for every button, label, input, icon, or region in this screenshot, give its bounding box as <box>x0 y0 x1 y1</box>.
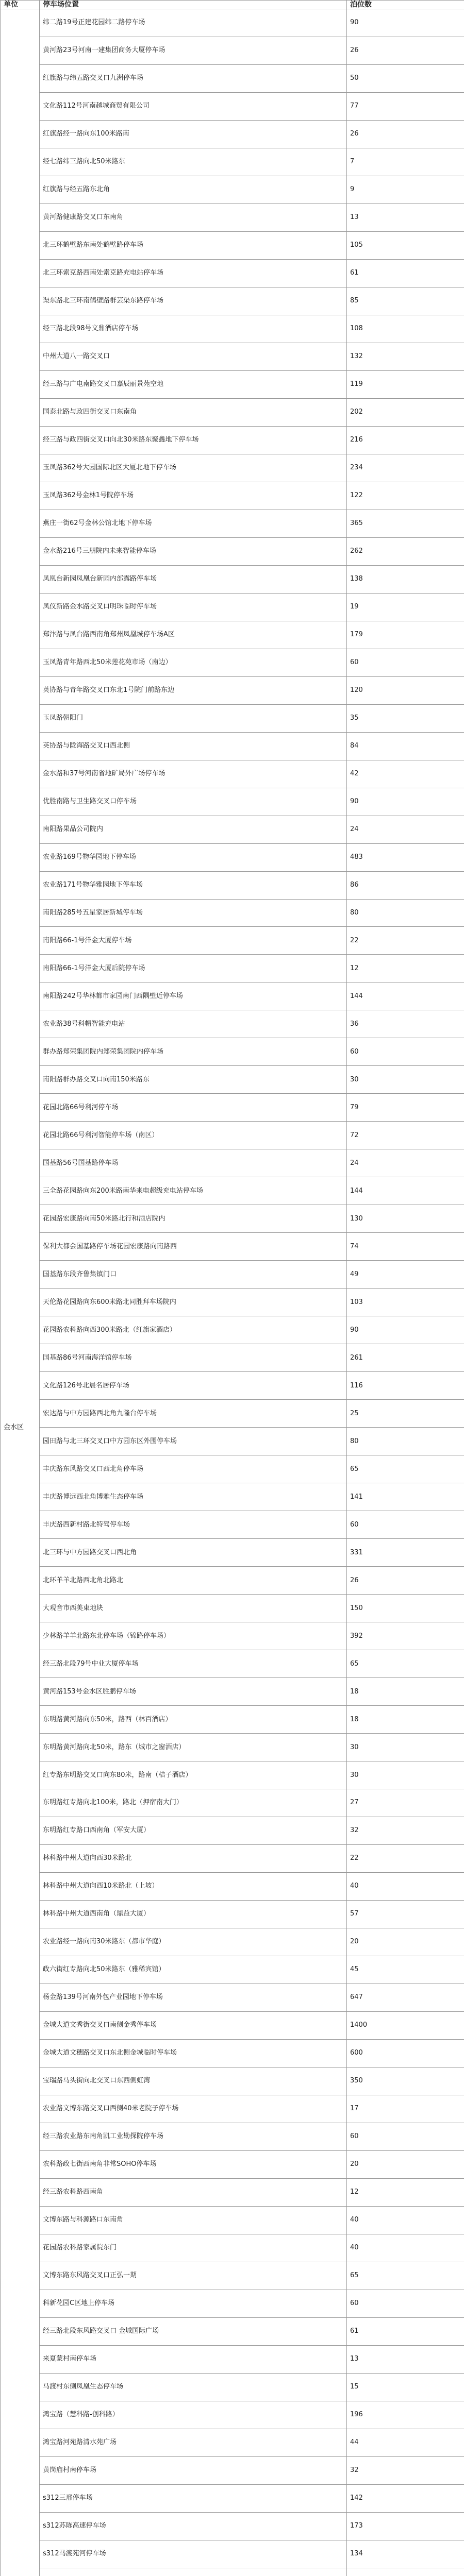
location-cell: 国基路86号河南海洋馆停车场 <box>40 1344 347 1372</box>
table-row <box>1 676 464 704</box>
table-row <box>1 1372 464 1400</box>
location-cell: 农业路经一路向南30米路东（都市华庭） <box>40 1928 347 1956</box>
location-cell: 来夏蒙村南停车场 <box>40 2345 347 2373</box>
table-row <box>1 2429 464 2456</box>
table-row <box>1 760 464 788</box>
location-cell: 大观音市西美東地块 <box>40 1595 347 1622</box>
table-row <box>1 1122 464 1149</box>
spaces-cell: 13 <box>347 204 464 231</box>
header-unit: 单位 <box>1 1 40 9</box>
location-cell: 黄岗庙村南停车场 <box>40 2456 347 2484</box>
spaces-cell: 50 <box>347 64 464 92</box>
spaces-cell <box>347 2568 464 2576</box>
location-cell: 天伦路花园路向东600米路北同胜拜车场院内 <box>40 1289 347 1316</box>
spaces-cell: 79 <box>347 1094 464 1122</box>
spaces-cell: 60 <box>347 2123 464 2150</box>
spaces-cell: 25 <box>347 1400 464 1428</box>
location-cell: 宝瑞路马头街向北交叉口东西侧虹湾 <box>40 2067 347 2095</box>
spaces-cell: 105 <box>347 231 464 259</box>
table-row <box>1 1149 464 1177</box>
spaces-cell: 40 <box>347 2234 464 2262</box>
location-cell: 园田路与北三环交叉口中方园东区外围停车场 <box>40 1428 347 1455</box>
table-row <box>1 1650 464 1678</box>
table-row <box>1 2512 464 2540</box>
unit-cell: 金水区 <box>1 9 40 2576</box>
table-row <box>1 231 464 259</box>
location-cell: 东明路红专路口西南角（军安大厦） <box>40 1817 347 1844</box>
location-cell: 优胜南路与卫生路交叉口停车场 <box>40 788 347 816</box>
table-row <box>1 1038 464 1066</box>
spaces-cell: 20 <box>347 1928 464 1956</box>
location-cell: s312三邢停车场 <box>40 2484 347 2512</box>
spaces-cell: 19 <box>347 593 464 621</box>
spaces-cell: 74 <box>347 1233 464 1261</box>
table-row <box>1 2067 464 2095</box>
table-row <box>1 92 464 120</box>
location-cell: 北环羊羊北路西北角北路北 <box>40 1567 347 1595</box>
table-row <box>1 1094 464 1122</box>
table-row <box>1 2234 464 2262</box>
table-row <box>1 537 464 565</box>
table-row <box>1 1956 464 1984</box>
spaces-cell: 80 <box>347 1428 464 1455</box>
table-row <box>1 816 464 843</box>
spaces-cell: 86 <box>347 871 464 899</box>
spaces-cell: 90 <box>347 1316 464 1344</box>
table-row <box>1 1789 464 1817</box>
table-row <box>1 2095 464 2123</box>
location-cell: 东明路红专路向北100米，路北（押宿南大门） <box>40 1789 347 1817</box>
table-row <box>1 1817 464 1844</box>
spaces-cell: 216 <box>347 426 464 454</box>
spaces-cell: 60 <box>347 649 464 676</box>
table-row <box>1 649 464 676</box>
table-row <box>1 1066 464 1094</box>
table-row <box>1 510 464 537</box>
table-row <box>1 2401 464 2429</box>
table-row <box>1 1622 464 1650</box>
table-row <box>1 2262 464 2290</box>
spaces-cell: 134 <box>347 2540 464 2568</box>
location-cell: 英协路与陇海路交叉口西北侧 <box>40 732 347 760</box>
location-cell: 花园路宏康路向南50米路北行和酒店院内 <box>40 1205 347 1233</box>
table-row <box>1 1205 464 1233</box>
table-row <box>1 1344 464 1372</box>
table-row <box>1 982 464 1010</box>
location-cell: 科新花园C区地上停车场 <box>40 2290 347 2317</box>
table-row <box>1 927 464 955</box>
location-cell: 东明路黄河路向北50米，路东（城市之窗酒店） <box>40 1734 347 1761</box>
location-cell: 南阳路群办路交叉口向南150米路东 <box>40 1066 347 1094</box>
location-cell: 农业路169号物华园地下停车场 <box>40 843 347 871</box>
spaces-cell: 65 <box>347 1650 464 1678</box>
spaces-cell: 12 <box>347 2178 464 2206</box>
location-cell: 文博东路与科源路口东南角 <box>40 2206 347 2234</box>
location-cell: 凤凰台新园凤凰台新园内部露路停车场 <box>40 565 347 593</box>
table-row <box>1 1567 464 1595</box>
spaces-cell: 108 <box>347 315 464 343</box>
spaces-cell: 80 <box>347 899 464 927</box>
location-cell: 国泰北路与政四街交叉口东南角 <box>40 398 347 426</box>
spaces-cell: 90 <box>347 788 464 816</box>
table-row <box>1 2011 464 2039</box>
spaces-cell: 30 <box>347 1761 464 1789</box>
location-cell: 英协路与青年路交叉口东北1号院门前路东边 <box>40 676 347 704</box>
table-row <box>1 2456 464 2484</box>
table-row <box>1 1177 464 1205</box>
spaces-cell: 144 <box>347 1177 464 1205</box>
spaces-cell: 262 <box>347 537 464 565</box>
table-row <box>1 1455 464 1483</box>
location-cell: 红旗路与纬五路交叉口九洲停车场 <box>40 64 347 92</box>
spaces-cell: 116 <box>347 1372 464 1400</box>
location-cell: 丰庆路西新村路北特驾停车场 <box>40 1511 347 1539</box>
spaces-cell: 483 <box>347 843 464 871</box>
location-cell: 鸿宝路河苑路清水苑广场 <box>40 2429 347 2456</box>
location-cell: 郑汴路与凤台路西南角郑州凤凰城停车场A区 <box>40 621 347 649</box>
spaces-cell: 196 <box>347 2401 464 2429</box>
table-row <box>1 1761 464 1789</box>
spaces-cell: 60 <box>347 2290 464 2317</box>
spaces-cell: 138 <box>347 565 464 593</box>
header-spaces: 泊位数 <box>347 1 464 9</box>
spaces-cell: 61 <box>347 259 464 287</box>
location-cell: 花园路农科路家属院东门 <box>40 2234 347 2262</box>
table-row <box>1 1984 464 2011</box>
table-row <box>1 1400 464 1428</box>
spaces-cell: 40 <box>347 2206 464 2234</box>
table-row <box>1 37 464 64</box>
location-cell: 北三环与中方园路交叉口西北角 <box>40 1539 347 1567</box>
spaces-cell: 142 <box>347 2484 464 2512</box>
spaces-cell: 27 <box>347 1789 464 1817</box>
location-cell: 经三路与政四街交叉口向北30米路东聚鑫地下停车场 <box>40 426 347 454</box>
location-cell: 群办路郑荣集团院内郑荣集团院内停车场 <box>40 1038 347 1066</box>
spaces-cell: 85 <box>347 287 464 315</box>
location-cell: 玉凤路362号金林1号院停车场 <box>40 482 347 510</box>
location-cell: 北三环索克路西南处索克路充电站停车场 <box>40 259 347 287</box>
table-row <box>1 1900 464 1928</box>
table-row <box>1 565 464 593</box>
spaces-cell: 132 <box>347 343 464 370</box>
table-body <box>1 9 464 2576</box>
spaces-cell: 42 <box>347 760 464 788</box>
spaces-cell: 18 <box>347 1678 464 1706</box>
spaces-cell: 647 <box>347 1984 464 2011</box>
location-cell: 农业路文博东路交叉口西侧40米老院子停车场 <box>40 2095 347 2123</box>
location-cell: 保利大都会国基路停车场花园宏康路向南路西 <box>40 1233 347 1261</box>
table-row <box>1 9 464 37</box>
spaces-cell: 9 <box>347 176 464 204</box>
spaces-cell: 60 <box>347 1511 464 1539</box>
spaces-cell: 84 <box>347 732 464 760</box>
spaces-cell: 365 <box>347 510 464 537</box>
location-cell: 花园北路66号利河智能停车场（南区） <box>40 1122 347 1149</box>
table-row <box>1 593 464 621</box>
location-cell: 文博东路东风路交叉口正弘一期 <box>40 2262 347 2290</box>
location-cell: 杨金路139号河南外包产业园地下停车场 <box>40 1984 347 2011</box>
spaces-cell: 15 <box>347 2373 464 2401</box>
location-cell: 金城大道文穗路交叉口东北侧金城临时停车场 <box>40 2039 347 2067</box>
location-cell: 中州大道八一路交叉口 <box>40 343 347 370</box>
table-row <box>1 2345 464 2373</box>
table-row <box>1 426 464 454</box>
location-cell: 林科路中州大道向西30米路北 <box>40 1844 347 1872</box>
spaces-cell: 26 <box>347 1567 464 1595</box>
table-row <box>1 1316 464 1344</box>
table-row <box>1 2123 464 2150</box>
spaces-cell: 600 <box>347 2039 464 2067</box>
location-cell: 国基路东段齐鲁集镇门口 <box>40 1261 347 1289</box>
table-row <box>1 732 464 760</box>
spaces-cell: 40 <box>347 1872 464 1900</box>
spaces-cell: 144 <box>347 982 464 1010</box>
spaces-cell: 141 <box>347 1483 464 1511</box>
location-cell: 三全路花园路向东200米路南华来电超级充电站停车场 <box>40 1177 347 1205</box>
location-cell: 花园路农科路向西300米路北（红旗家酒店） <box>40 1316 347 1344</box>
spaces-cell: 60 <box>347 1038 464 1066</box>
spaces-cell: 179 <box>347 621 464 649</box>
spaces-cell: 65 <box>347 1455 464 1483</box>
table-row <box>1 1595 464 1622</box>
table-row <box>1 148 464 176</box>
location-cell: 农科路政七街西南角非常SOHO停车场 <box>40 2150 347 2178</box>
table-row <box>1 2039 464 2067</box>
location-cell: 红旗路经一路向东100米路南 <box>40 120 347 148</box>
spaces-cell: 392 <box>347 1622 464 1650</box>
table-row <box>1 955 464 982</box>
spaces-cell: 36 <box>347 1010 464 1038</box>
location-cell: 政六街红专路向北50米路东（雅稀宾馆） <box>40 1956 347 1984</box>
spaces-cell: 57 <box>347 1900 464 1928</box>
location-cell: 宏达路与中方园路西北角九隆台停车场 <box>40 1400 347 1428</box>
location-cell: 南阳路66-1号洋金大厦后院停车场 <box>40 955 347 982</box>
spaces-cell: 26 <box>347 120 464 148</box>
location-cell: 东明路黄河路向东50米，路西（林百酒店） <box>40 1706 347 1734</box>
table-row <box>1 482 464 510</box>
table-row <box>1 2484 464 2512</box>
spaces-cell: 234 <box>347 454 464 482</box>
table-row <box>1 1483 464 1511</box>
location-cell: 经三路北段79号中业大厦停车场 <box>40 1650 347 1678</box>
spaces-cell: 32 <box>347 1817 464 1844</box>
location-cell: 黄河路153号金水区胜鹏停车场 <box>40 1678 347 1706</box>
location-cell: 玉凤路青年路西北50米莲花苑市场（南边） <box>40 649 347 676</box>
table-row <box>1 370 464 398</box>
spaces-cell: 7 <box>347 148 464 176</box>
table-row <box>1 1261 464 1289</box>
spaces-cell: 65 <box>347 2262 464 2290</box>
location-cell: 黄河路23号河南一建集团商务大厦停车场 <box>40 37 347 64</box>
location-cell: 红专路东明路交叉口向东80米，路南（桔子酒店） <box>40 1761 347 1789</box>
location-cell: 玉凤路朝阳门 <box>40 704 347 732</box>
location-cell: 经三路农科路西南角 <box>40 2178 347 2206</box>
location-cell: 经三路与广电南路交叉口嘉辰丽景苑空地 <box>40 370 347 398</box>
table-row <box>1 315 464 343</box>
spaces-cell: 18 <box>347 1706 464 1734</box>
spaces-cell: 12 <box>347 955 464 982</box>
location-cell: 花园北路66号利河停车场 <box>40 1094 347 1122</box>
spaces-cell: 90 <box>347 9 464 37</box>
table-row <box>1 2540 464 2568</box>
spaces-cell: 120 <box>347 676 464 704</box>
location-cell: 红旗路与经五路东北角 <box>40 176 347 204</box>
location-cell: 鸿宝路（慧科路-创科路） <box>40 2401 347 2429</box>
header-location: 停车场位置 <box>40 1 347 9</box>
location-cell: 丰庆路博远西北角博雅生态停车场 <box>40 1483 347 1511</box>
table-row <box>1 1678 464 1706</box>
table-row <box>1 843 464 871</box>
table-row <box>1 899 464 927</box>
spaces-cell: 22 <box>347 1844 464 1872</box>
location-cell: 金水路和37号河南省地矿局外广场停车场 <box>40 760 347 788</box>
location-cell: 林科路中州大道西南角（鼎益大厦） <box>40 1900 347 1928</box>
location-cell: 少林路羊羊北路东北停车场（锦路停车场） <box>40 1622 347 1650</box>
table-row <box>1 1706 464 1734</box>
spaces-cell: 103 <box>347 1289 464 1316</box>
spaces-cell: 173 <box>347 2512 464 2540</box>
location-cell: 南阳路66-1号洋金大厦停车场 <box>40 927 347 955</box>
location-cell: 燕庄一街62号金林公馆北地下停车场 <box>40 510 347 537</box>
spaces-cell: 35 <box>347 704 464 732</box>
table-row <box>1 287 464 315</box>
location-cell: 经三路北段东风路交叉口 金城国际广场 <box>40 2317 347 2345</box>
table-row <box>1 621 464 649</box>
location-cell: 凤仪新路金水路交叉口明珠临时停车场 <box>40 593 347 621</box>
table-row <box>1 176 464 204</box>
location-cell: 国基路56号国基路停车场 <box>40 1149 347 1177</box>
spaces-cell: 77 <box>347 92 464 120</box>
spaces-cell: 122 <box>347 482 464 510</box>
location-cell: s312马渡苑河停车场 <box>40 2540 347 2568</box>
spaces-cell: 45 <box>347 1956 464 1984</box>
table-row <box>1 1233 464 1261</box>
location-cell: 北三环鹤壁路东南处鹤壁路停车场 <box>40 231 347 259</box>
table-header-row <box>1 1 464 9</box>
spaces-cell: 20 <box>347 2150 464 2178</box>
table-row <box>1 2206 464 2234</box>
location-cell: 马渡村东侧凤凰生态停车场 <box>40 2373 347 2401</box>
table-row <box>1 788 464 816</box>
table-row <box>1 1010 464 1038</box>
table-row <box>1 454 464 482</box>
spaces-cell: 26 <box>347 37 464 64</box>
spaces-cell: 72 <box>347 1122 464 1149</box>
table-row <box>1 1872 464 1900</box>
spaces-cell: 150 <box>347 1595 464 1622</box>
spaces-cell: 30 <box>347 1066 464 1094</box>
table-row <box>1 64 464 92</box>
table-row <box>1 1539 464 1567</box>
location-cell: 林科路中州大道向西10米路北（上坡） <box>40 1872 347 1900</box>
table-row <box>1 1844 464 1872</box>
table-row <box>1 1428 464 1455</box>
spaces-cell: 49 <box>347 1261 464 1289</box>
table-row <box>1 1734 464 1761</box>
spaces-cell: 30 <box>347 1734 464 1761</box>
spaces-cell: 119 <box>347 370 464 398</box>
spaces-cell: 1400 <box>347 2011 464 2039</box>
location-cell: 经三路农业路东南角凯工业勘探院停车场 <box>40 2123 347 2150</box>
location-cell: 渠东路北三环南鹤壁路群芸渠东路停车场 <box>40 287 347 315</box>
spaces-cell: 22 <box>347 927 464 955</box>
table-row <box>1 2373 464 2401</box>
location-cell: 农业路171号物华雅园地下停车场 <box>40 871 347 899</box>
location-cell: s312苏陈高速停车场 <box>40 2512 347 2540</box>
table-row <box>1 2150 464 2178</box>
location-cell: 南阳路果品公司院内 <box>40 816 347 843</box>
location-cell: 农业路38号科帽智能充电站 <box>40 1010 347 1038</box>
table-row <box>1 1928 464 1956</box>
location-cell: 南阳路242号华林都市家园南门西隅壁近停车场 <box>40 982 347 1010</box>
location-cell: 黄河路健康路交叉口东南角 <box>40 204 347 231</box>
spaces-cell: 24 <box>347 816 464 843</box>
spaces-cell: 350 <box>347 2067 464 2095</box>
spaces-cell: 261 <box>347 1344 464 1372</box>
table-row <box>1 343 464 370</box>
table-row <box>1 398 464 426</box>
table-row <box>1 2568 464 2576</box>
location-cell: 丰庆路东风路交叉口西北角停车场 <box>40 1455 347 1483</box>
location-cell: 文化路126号北晨名居停车场 <box>40 1372 347 1400</box>
location-cell: 经三路北段98号文鼎酒店停车场 <box>40 315 347 343</box>
spaces-cell: 13 <box>347 2345 464 2373</box>
location-cell: 经七路纬三路向北50米路东 <box>40 148 347 176</box>
table-row <box>1 2290 464 2317</box>
location-cell: 文化路112号河南越城商贸有限公司 <box>40 92 347 120</box>
table-row <box>1 259 464 287</box>
table-row <box>1 704 464 732</box>
table-row <box>1 120 464 148</box>
spaces-cell: 61 <box>347 2317 464 2345</box>
table-row <box>1 2317 464 2345</box>
location-cell: 纬二路19号正建花园纬二路停车场 <box>40 9 347 37</box>
spaces-cell: 130 <box>347 1205 464 1233</box>
spaces-cell: 17 <box>347 2095 464 2123</box>
location-cell <box>40 2568 347 2576</box>
table-row <box>1 1289 464 1316</box>
spaces-cell: 44 <box>347 2429 464 2456</box>
table-row <box>1 204 464 231</box>
spaces-cell: 24 <box>347 1149 464 1177</box>
table-row <box>1 871 464 899</box>
spaces-cell: 32 <box>347 2456 464 2484</box>
location-cell: 金水路216号三朋院内未来智能停车场 <box>40 537 347 565</box>
table-row <box>1 1511 464 1539</box>
table-row <box>1 2178 464 2206</box>
location-cell: 金城大道文秀街交叉口南侧金秀停车场 <box>40 2011 347 2039</box>
location-cell: 南阳路285号五星家居新城停车场 <box>40 899 347 927</box>
spaces-cell: 202 <box>347 398 464 426</box>
location-cell: 玉凤路362号大园国际北区大厦北地下停车场 <box>40 454 347 482</box>
spaces-cell: 331 <box>347 1539 464 1567</box>
